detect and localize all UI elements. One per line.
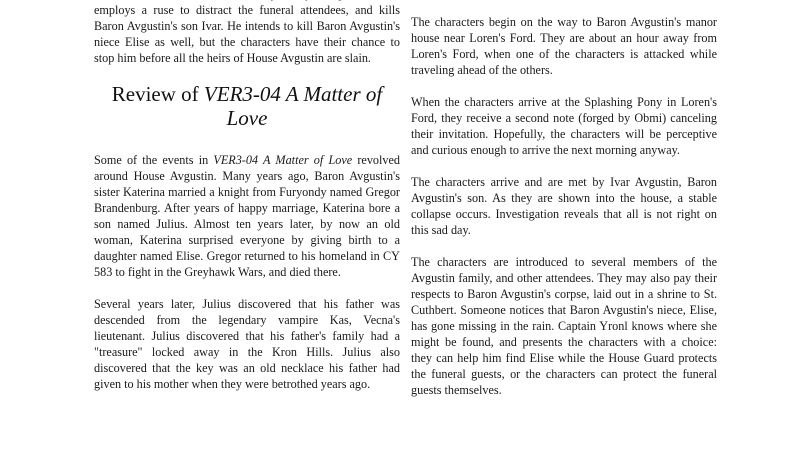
intro-paragraph: employs a ruse to distract the funeral attendees, and kills Baron Avgustin's son Ivar. He intends to kill Baron Avgustin's niece Elise as well, but the characters have their chance to stop him before all the heirs of House Avgustin are slain. <box>94 3 400 65</box>
review-paragraph-lead: Some of the events in <box>94 153 214 167</box>
review-paragraph-1 <box>94 152 400 280</box>
review-heading <box>94 82 400 130</box>
review-paragraph-rest: revolved around House Avgustin. Many years ago, Baron Avgustin's sister Katerina married a knight from Furyondy named Gregor Brandenburg. After years of happy marriage, Katerina bore a son named Julius. Almost ten years later, by now an old woman, Katerina surprised everyone by giving birth to a daughter named Elise. Gregor returned to his homeland in CY 583 to fight in the Greyhawk Wars, and died there. <box>94 153 400 279</box>
review-heading-prefix: Review of <box>111 82 204 106</box>
summary-paragraph-2: When the characters arrive at the Splashing Pony in Loren's Ford, they receive a second note (forged by Obmi) canceling their invitation. Hopefully, the characters will be perceptive and curious enough to arrive the next morning anyway. <box>411 95 717 157</box>
review-paragraph-2: Several years later, Julius discovered that his father was descended from the legendary vampire Kas, Vecna's lieutenant. Julius discovered that his father's family had a "treasure" locked away in the Kron Hills. Julius also discovered that the key was an old necklace his father had given to his mother when they were betrothed years ago. <box>94 297 400 391</box>
right-column <box>411 0 717 414</box>
summary-paragraph-3: The characters arrive and are met by Ivar Avgustin, Baron Avgustin's son. As they are shown into the house, a stable collapse occurs. Investigation reveals that all is not right on this sad day. <box>411 175 717 237</box>
left-column <box>94 0 400 408</box>
summary-paragraph-4: The characters are introduced to several members of the Avgustin family, and other attendees. They may also pay their respects to Baron Avgustin's corpse, laid out in a shrine to St. Cuthbert. Someone notices that Baron Avgustin's niece, Elise, has gone missing in the rain. Captain Yronl knows where she might be found, and presents the characters with a choice: they can help him find Elise while the House Guard protects the funeral guests, or the characters can protect the funeral guests themselves. <box>411 255 717 397</box>
summary-paragraph-1: The characters begin on the way to Baron Avgustin's manor house near Loren's Ford. They are about an hour away from Loren's Ford, when one of the characters is attacked while traveling ahead of the others. <box>411 15 717 77</box>
review-paragraph-title: VER3-04 A Matter of Love <box>213 153 353 167</box>
review-heading-title: VER3-04 A Matter of Love <box>203 82 383 130</box>
